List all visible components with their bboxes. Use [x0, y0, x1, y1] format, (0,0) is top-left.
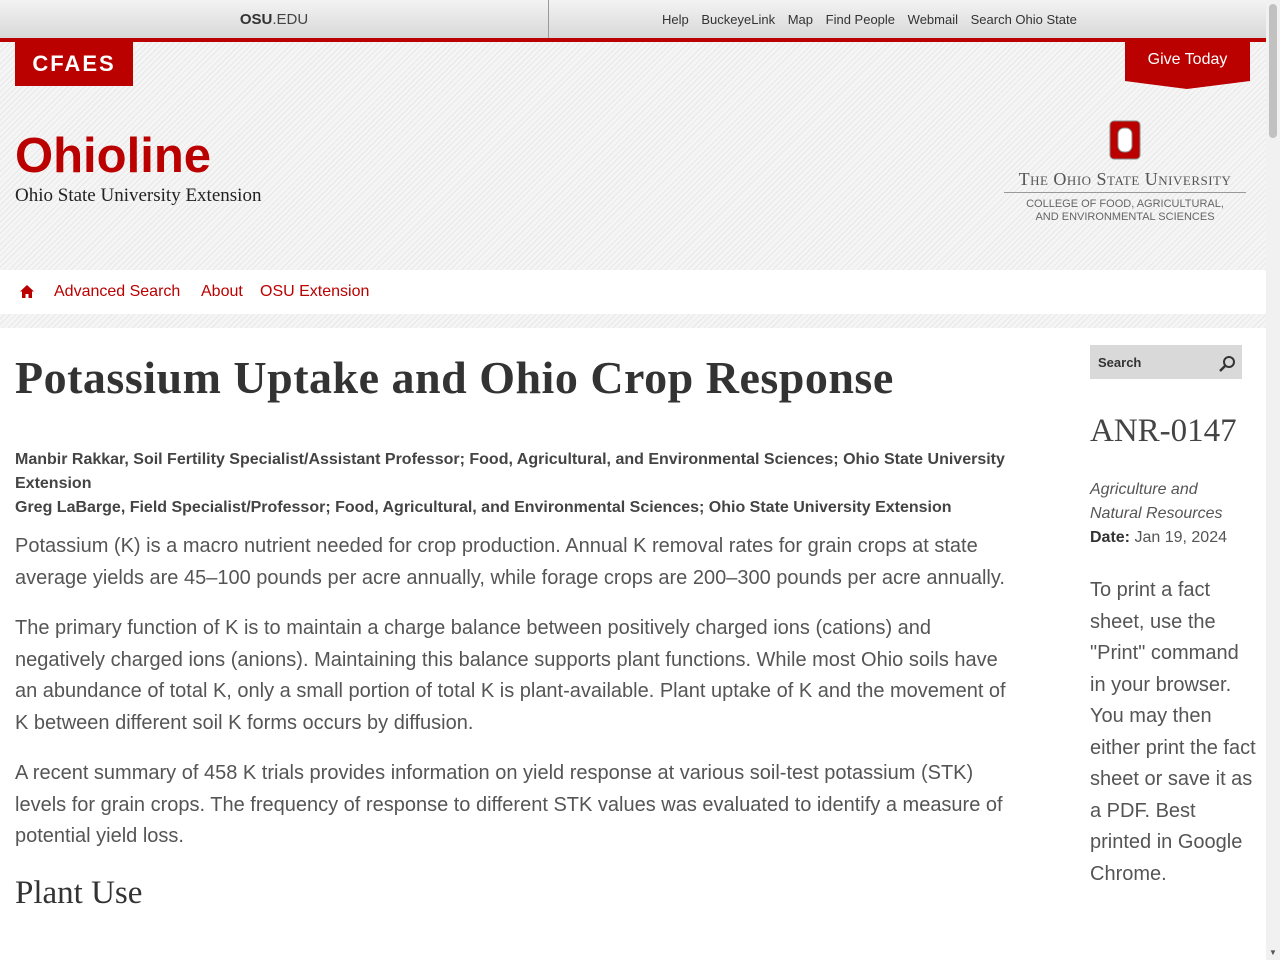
college-line-2: AND ENVIRONMENTAL SCIENCES — [1035, 211, 1215, 223]
college-line-1: COLLEGE OF FOOD, AGRICULTURAL, — [1026, 198, 1224, 210]
publication-category[interactable]: Agriculture and Natural Resources — [1090, 481, 1223, 522]
section-heading-plant-use: Plant Use — [15, 874, 143, 911]
site-subtitle: Ohio State University Extension — [15, 185, 262, 206]
osu-edu-link[interactable] — [0, 0, 549, 38]
home-link[interactable] — [19, 284, 35, 304]
give-today-button[interactable]: Give Today — [1125, 42, 1250, 81]
help-link[interactable]: Help — [662, 12, 689, 27]
article-paragraph-3: A recent summary of 458 K trials provides information on yield response at various soil-test potassium (STK) levels for grain crops. The frequency of response to different STK values was evaluated to identify a measure of potential yield loss. — [15, 762, 1003, 847]
masthead — [0, 42, 1266, 270]
cfaes-logo-link[interactable]: CFAES — [15, 42, 133, 86]
find-people-link[interactable]: Find People — [825, 12, 896, 27]
search-ohio-state-link[interactable]: Search Ohio State — [970, 12, 1077, 27]
osu-name: The Ohio State University — [1004, 169, 1246, 193]
osu-cfaes-logo[interactable] — [1000, 120, 1250, 230]
scrollbar-thumb[interactable] — [1269, 4, 1277, 138]
article — [15, 348, 1065, 913]
home-icon — [19, 284, 35, 299]
site-nav — [0, 270, 1266, 314]
advanced-search-link[interactable]: Advanced Search — [54, 283, 181, 300]
osu-edu-bold: OSU — [239, 11, 273, 28]
publication-date — [1090, 526, 1227, 550]
date-value: Jan 19, 2024 — [1134, 529, 1227, 546]
scroll-down-arrow-icon[interactable]: ▼ — [1269, 948, 1277, 957]
webmail-link[interactable]: Webmail — [907, 12, 958, 27]
sidebar-search — [1090, 345, 1242, 379]
author-1: Manbir Rakkar, Soil Fertility Specialist/Assistant Professor; Food, Agricultural, and Environmental Sciences; Ohio State University Extension — [15, 451, 1005, 492]
author-2: Greg LaBarge, Field Specialist/Professor; Food, Agricultural, and Environmental Sciences; Ohio State University Extension — [15, 499, 952, 516]
block-o-icon — [1109, 120, 1141, 160]
article-paragraph-1: Potassium (K) is a macro nutrient needed for crop production. Annual K removal rates for grain crops at state average yields are 45–100 pounds per acre annually, while forage crops are 200–300 pounds per acre annually. — [15, 535, 1005, 589]
buckeyelink-link[interactable]: BuckeyeLink — [701, 12, 776, 27]
page-scrollbar[interactable] — [1266, 0, 1280, 960]
article-paragraph-2: The primary function of K is to maintain a charge balance between positively charged ions (cations) and negatively charged ions (anions). Maintaining this balance supports plant functions. While most Ohio soils have an abundance of total K, only a small portion of total K is plant-available. Plant uptake of K and the movement of K between different soil K forms occurs by diffusion. — [15, 617, 1006, 734]
osu-extension-link[interactable]: OSU Extension — [260, 283, 370, 300]
osu-top-bar — [0, 0, 1266, 42]
publication-number: ANR-0147 — [1090, 413, 1237, 449]
article-title: Potassium Uptake and Ohio Crop Response — [15, 352, 894, 403]
osu-edu-rest: .EDU — [272, 11, 309, 28]
osu-utility-nav — [662, 0, 1086, 38]
search-icon[interactable] — [1218, 355, 1236, 373]
date-label: Date: — [1090, 529, 1131, 546]
site-name[interactable]: Ohioline — [15, 129, 211, 183]
author-list — [15, 448, 1065, 520]
map-link[interactable]: Map — [787, 12, 814, 27]
print-note: To print a fact sheet, use the "Print" command in your browser. You may then either print the fact sheet or save it as a PDF. Best printed in Google Chrome. — [1090, 579, 1256, 885]
about-link[interactable]: About — [201, 283, 243, 300]
search-input[interactable] — [1098, 353, 1208, 371]
nav-divider-stripe — [0, 314, 1266, 328]
